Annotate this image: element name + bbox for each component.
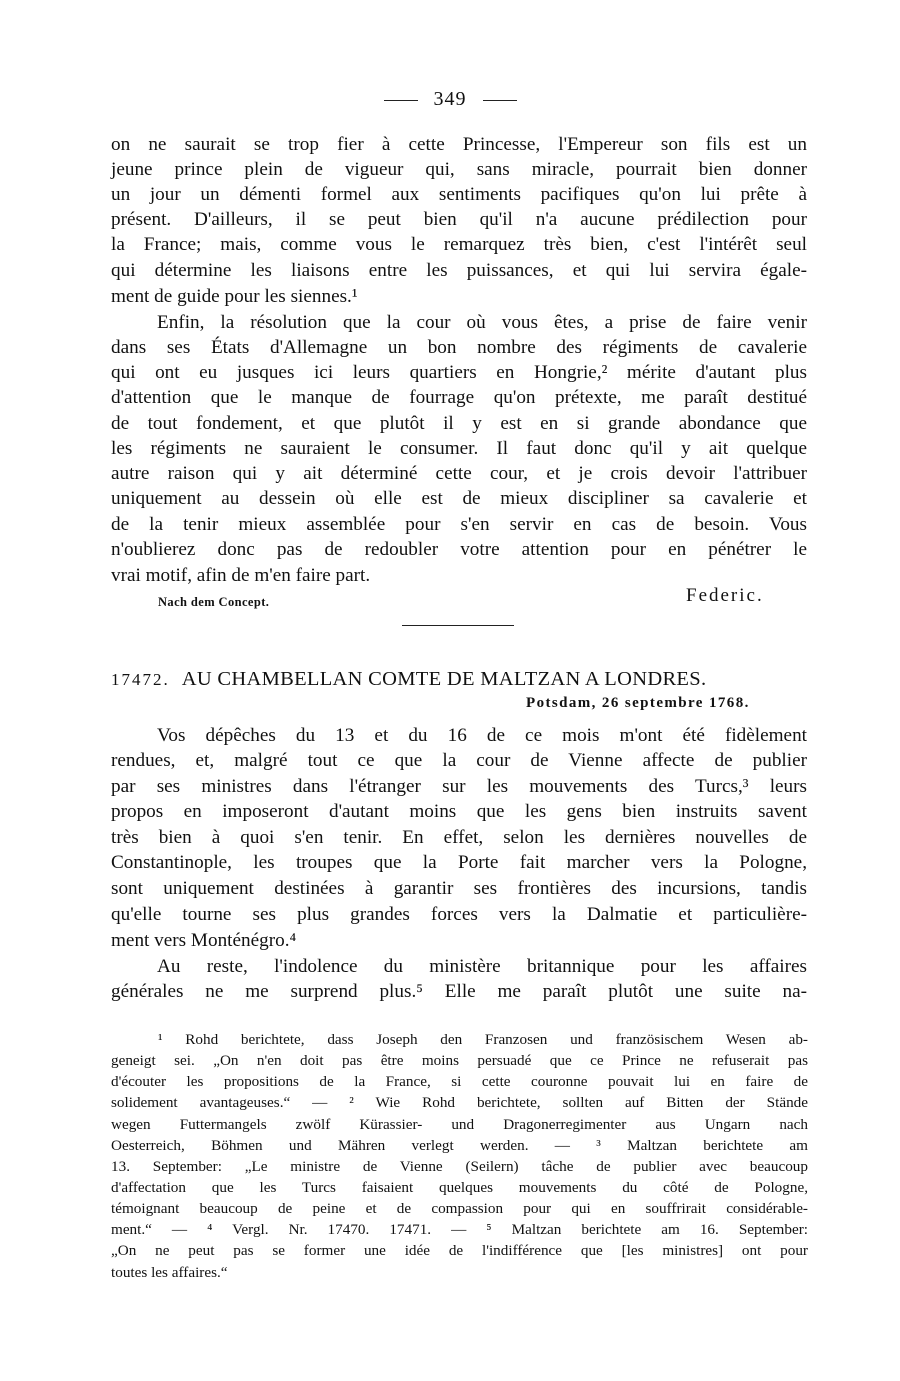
section-divider (402, 625, 514, 626)
source-note: Nach dem Concept. (158, 595, 270, 609)
letter-line: sont uniquement destinées à garantir ses frontières des incursions, tandis (111, 878, 807, 899)
body-line: qui ont eu jusques ici leurs quartiers en Hongrie,² mérite d'autant plus (111, 362, 807, 383)
letter-number: 17472. (111, 670, 170, 689)
body-line: vrai motif, afin de m'en faire part. (111, 565, 371, 586)
footnote-line: témoignant beaucoup de peine et de compassion pour qui en souffrirait considérable- (111, 1200, 808, 1217)
letter-heading (111, 665, 807, 694)
body-line: d'attention que le manque de fourrage qu'on prétexte, me paraît destitué (111, 387, 807, 408)
page-number-left-rule (384, 100, 418, 101)
letter-line: par ses ministres dans l'étranger sur les mouvements des Turcs,³ leurs (111, 776, 807, 797)
footnote-line: ment.“ — ⁴ Vergl. Nr. 17470. 17471. — ⁵ Maltzan berichtete am 16. September: (111, 1221, 808, 1238)
footnote-line: solidement avantageuses.“ — ² Wie Rohd berichtete, sollten auf Bitten der Stände (111, 1094, 808, 1111)
body-line: on ne saurait se trop fier à cette Princesse, l'Empereur son fils est un (111, 134, 807, 155)
letter-title: AU CHAMBELLAN COMTE DE MALTZAN A LONDRES. (181, 668, 707, 690)
body-line: uniquement au dessein où elle est de mieux discipliner sa cavalerie et (111, 488, 807, 509)
letter-dateline: Potsdam, 26 septembre 1768. (526, 695, 750, 711)
letter-line: très bien à quoi s'en tenir. En effet, selon les dernières nouvelles de (111, 827, 807, 848)
body-line: de la tenir mieux assemblée pour s'en servir en cas de besoin. Vous (111, 514, 807, 535)
letter-line: Vos dépêches du 13 et du 16 de ce mois m'ont été fidèlement (157, 725, 807, 746)
letter-line: propos en imposeront d'autant moins que les gens bien instruits savent (111, 801, 807, 822)
body-line: ment de guide pour les siennes.¹ (111, 286, 358, 307)
body-line: qui détermine les liaisons entre les puissances, et qui lui servira égale- (111, 260, 807, 281)
body-line: la France; mais, comme vous le remarquez très bien, c'est l'intérêt seul (111, 234, 807, 255)
body-line: les régiments ne sauraient le consumer. Il faut donc qu'il y ait quelque (111, 438, 807, 459)
footnote-line: Oesterreich, Böhmen und Mähren verlegt werden. — ³ Maltzan berichtete am (111, 1137, 808, 1154)
footnote-line: d'écouter les propositions de la France, si cette couronne pouvait lui en faire de (111, 1073, 808, 1090)
body-line: dans ses États d'Allemagne un bon nombre des régiments de cavalerie (111, 337, 807, 358)
signature: Federic. (686, 585, 764, 606)
body-line: Enfin, la résolution que la cour où vous êtes, a prise de faire venir (157, 312, 807, 333)
page-number-right-rule (483, 100, 517, 101)
body-line: présent. D'ailleurs, il se peut bien qu'il n'a aucune prédilection pour (111, 209, 807, 230)
footnote-line: wegen Futtermangels zwölf Kürassier- und Dragonerregimenter aus Ungarn nach (111, 1116, 808, 1133)
footnote-line: geneigt sei. „On n'en doit pas être moins persuadé que ce Prince ne refuserait pas (111, 1052, 808, 1069)
letter-line: générales ne me surprend plus.⁵ Elle me paraît plutôt une suite na- (111, 981, 807, 1002)
letter-line: qu'elle tourne ses plus grandes forces vers la Dalmatie et particulière- (111, 904, 807, 925)
body-line: jeune prince plein de vigueur qui, sans miracle, pourrait bien donner (111, 159, 807, 180)
body-line: un jour un démenti formel aux sentiments pacifiques qu'on lui prête à (111, 184, 807, 205)
letter-line: Au reste, l'indolence du ministère britannique pour les affaires (157, 956, 807, 977)
letter-line: rendues, et, malgré tout ce que la cour de Vienne affecte de publier (111, 750, 807, 771)
letter-line: Constantinople, les troupes que la Porte fait marcher vers la Pologne, (111, 852, 807, 873)
body-line: n'oublierez donc pas de redoubler votre attention pour en pénétrer le (111, 539, 807, 560)
page-number-text: 349 (433, 88, 467, 110)
footnote-line: ¹ Rohd berichtete, dass Joseph den Franzosen und französischem Wesen ab- (158, 1031, 808, 1048)
footnote-line: d'affectation que les Turcs faisaient quelques mouvements du côté de Pologne, (111, 1179, 808, 1196)
page-number (0, 88, 900, 111)
footnote-line: 13. September: „Le ministre de Vienne (Seilern) tâche de publier avec beaucoup (111, 1158, 808, 1175)
body-line: autre raison qui y ait déterminé cette cour, et je crois devoir l'attribuer (111, 463, 807, 484)
footnote-line: „On ne peut pas se former une idée de l'indifférence que [les ministres] ont pour (111, 1242, 808, 1259)
footnote-line: toutes les affaires.“ (111, 1264, 228, 1281)
body-line: de tout fondement, et que plutôt il y est en si grande abondance que (111, 413, 807, 434)
letter-line: ment vers Monténégro.⁴ (111, 930, 297, 951)
